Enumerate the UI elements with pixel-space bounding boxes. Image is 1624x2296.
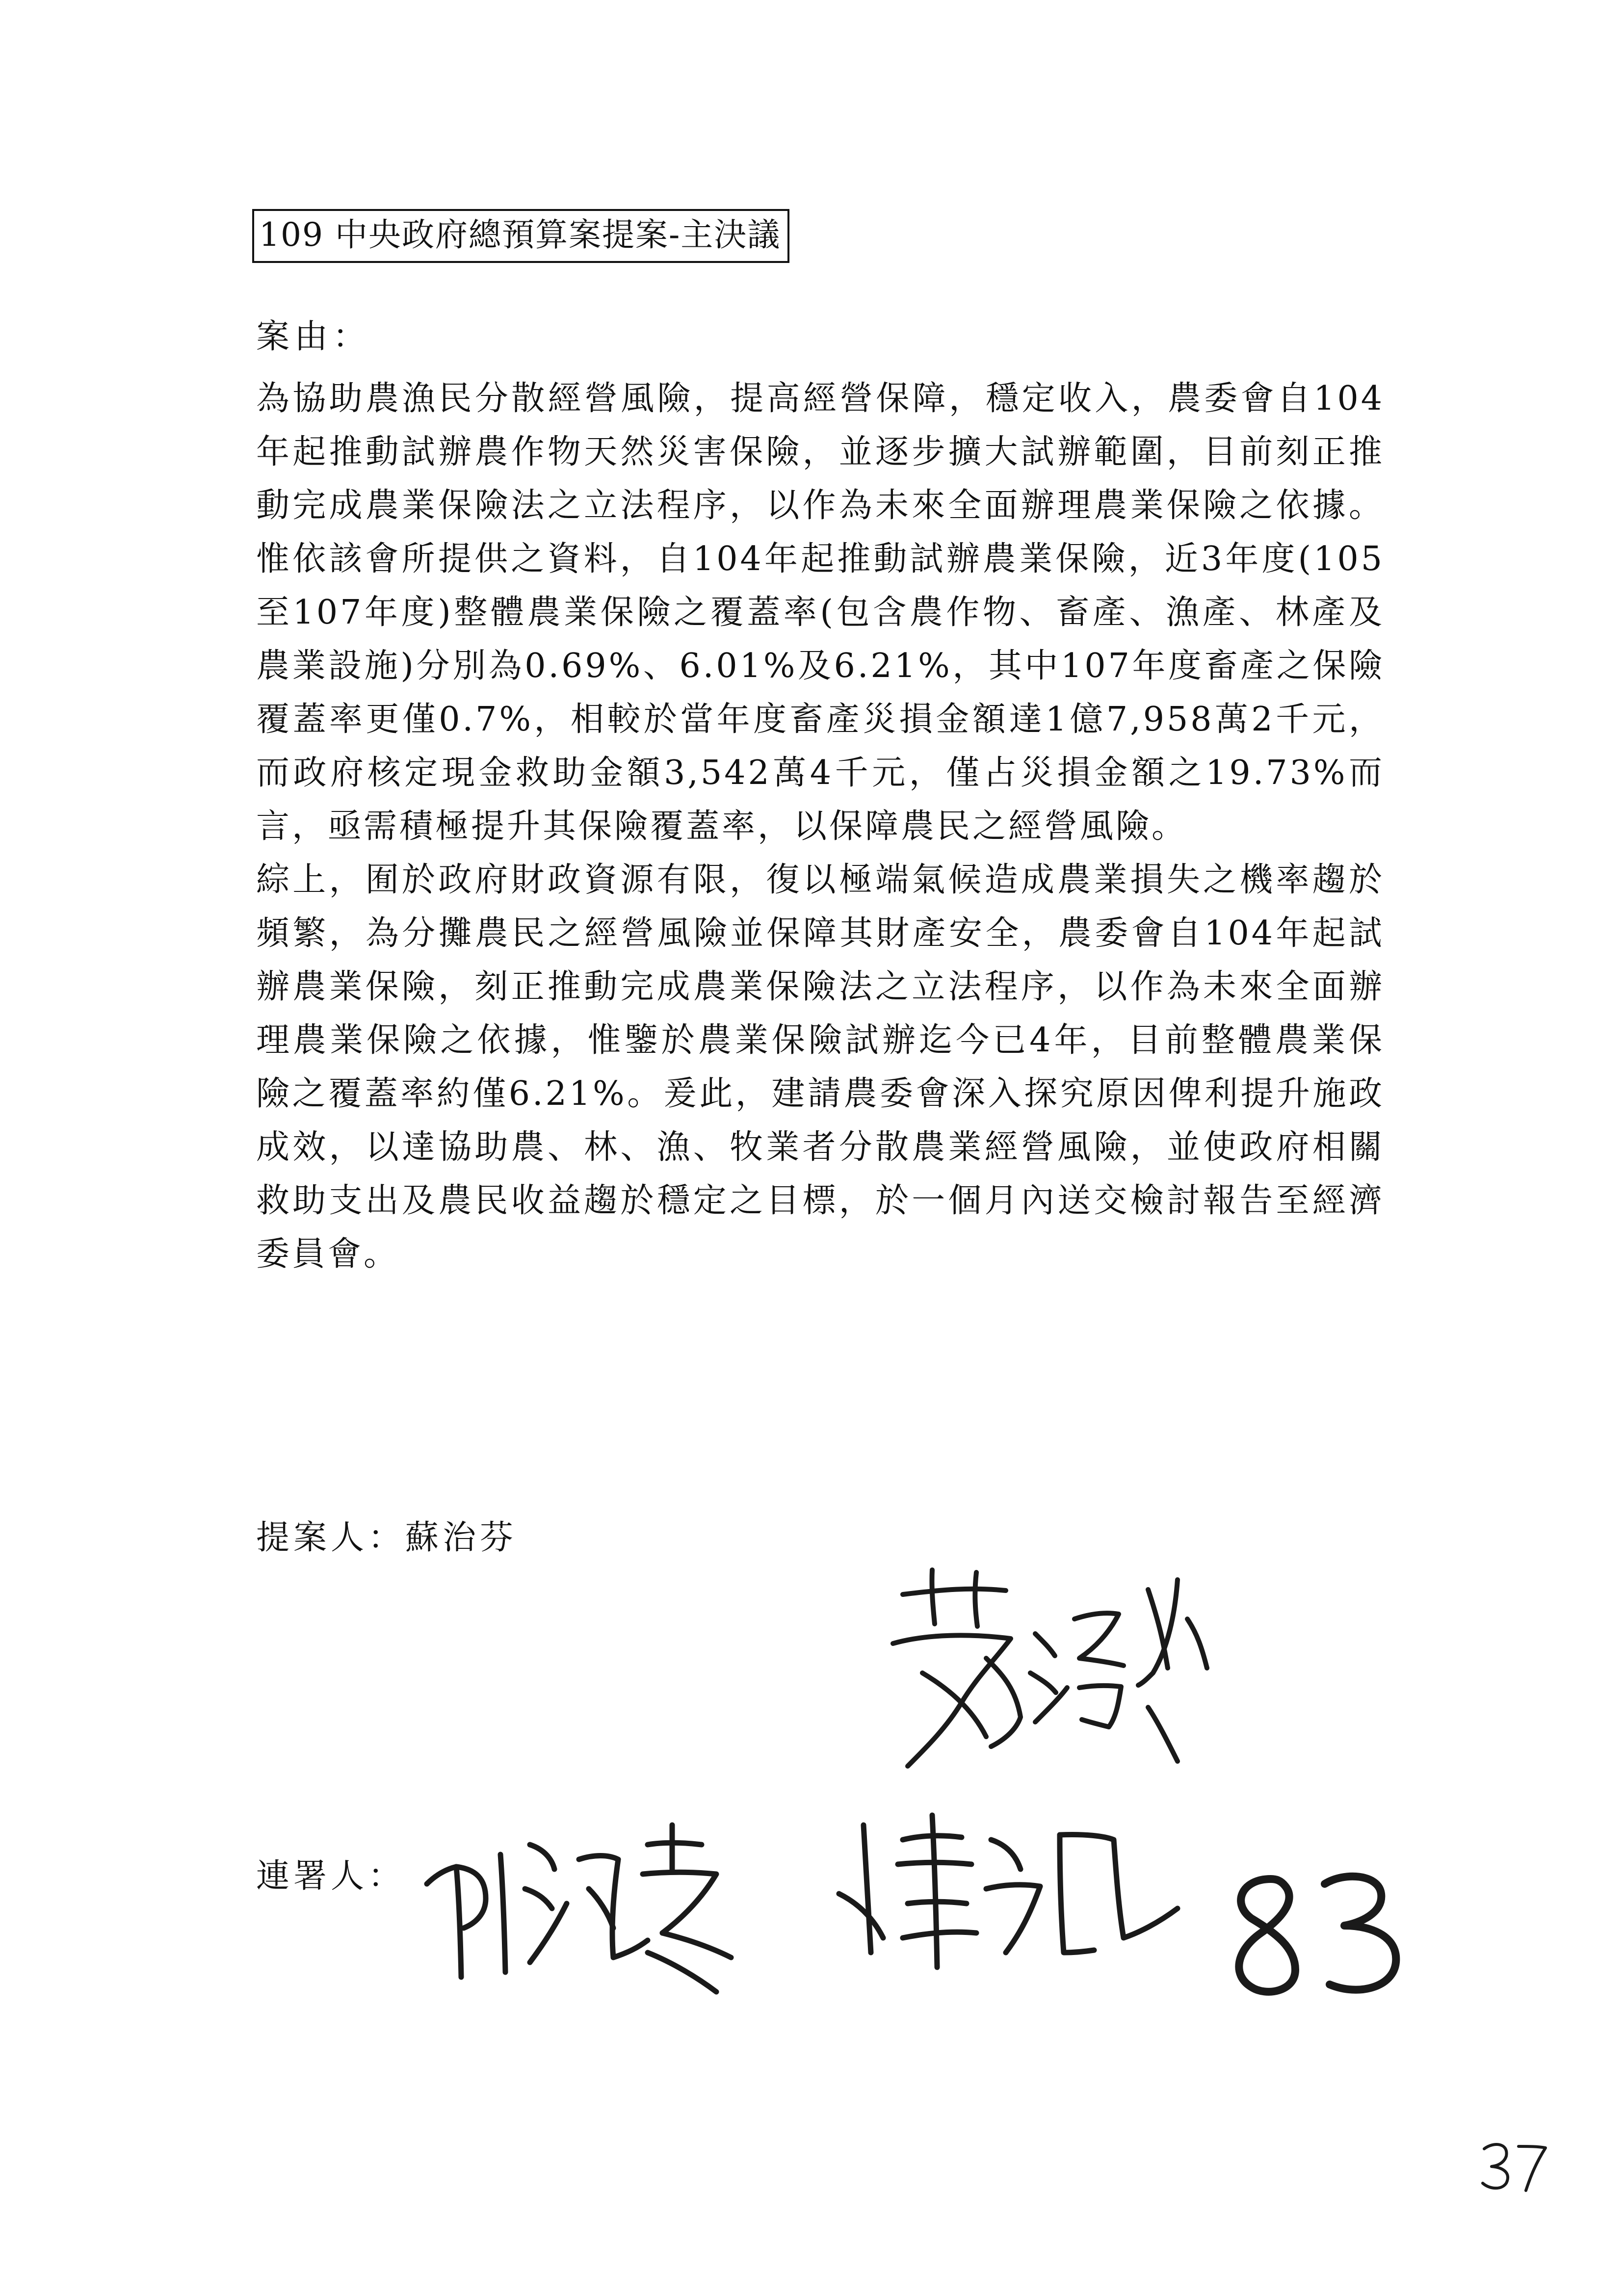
cosigner-signature-2	[829, 1805, 1182, 1982]
reason-paragraph-2: 綜上，囿於政府財政資源有限，復以極端氣候造成農業損失之機率趨於頻繁，為分攤農民之經營風險並保障其財產安全，農委會自104年起試辦農業保險，刻正推動完成農業保險法之立法程序，以作為未來全面辦理農業保險之依據，惟鑒於農業保險試辦迄今已4年，目前整體農業保險之覆蓋率約僅6.21%。爰此，建請農委會深入探究原因俾利提升施政成效，以達協助農、林、漁、牧業者分散農業經營風險，並使政府相關救助支出及農民收益趨於穩定之目標，於一個月內送交檢討報告至經濟委員會。	[256, 861, 1385, 1274]
proposer-label: 提案人：	[256, 1518, 406, 1557]
handwritten-number	[1212, 1864, 1418, 2002]
document-title-box	[252, 209, 789, 263]
reason-label: 案由：	[256, 317, 371, 356]
proposer-signature	[873, 1560, 1217, 1776]
proposer-name: 蘇治芬	[405, 1518, 518, 1557]
page-mark	[1477, 2134, 1550, 2193]
cosigner-signature-1	[417, 1815, 736, 2002]
cosigner-label: 連署人：	[256, 1857, 406, 1896]
proposer-line	[256, 1516, 517, 1560]
reason-paragraph-1: 為協助農漁民分散經營風險，提高經營保障，穩定收入，農委會自104年起推動試辦農作物天然災害保險，並逐步擴大試辦範圍，目前刻正推動完成農業保險法之立法程序，以作為未來全面辦理農業保險之依據。惟依該會所提供之資料，自104年起推動試辦農業保險，近3年度(105至107年度)整體農業保險之覆蓋率(包含農作物、畜產、漁產、林產及農業設施)分別為0.69%、6.01%及6.21%，其中107年度畜產之保險覆蓋率更僅0.7%，相較於當年度畜產災損金額達1億7,958萬2千元，而政府核定現金救助金額3,542萬4千元，僅占災損金額之19.73%而言，亟需積極提升其保險覆蓋率，以保障農民之經營風險。	[256, 379, 1385, 846]
document-title: 109 中央政府總預算案提案-主決議	[259, 216, 781, 254]
cosigner-line	[256, 1854, 405, 1899]
reason-body	[256, 372, 1385, 1281]
